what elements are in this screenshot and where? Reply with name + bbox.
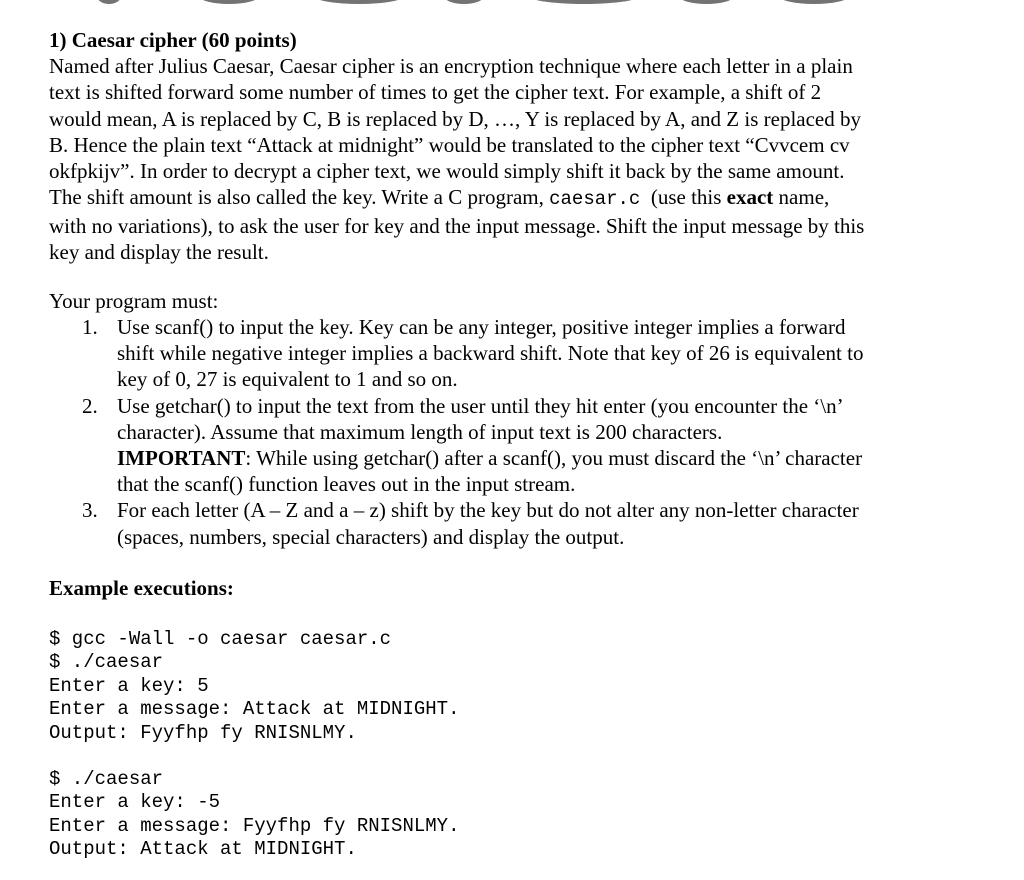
- requirement-line: Use scanf() to input the key. Key can be any integer, positive integer implies a forward: [117, 315, 846, 339]
- section-heading: 1) Caesar cipher (60 points): [49, 28, 297, 52]
- description-line: Named after Julius Caesar, Caesar cipher is an encryption technique where each letter in a plain: [49, 54, 853, 78]
- description-line: key and display the result.: [49, 240, 269, 265]
- example-execution-1: [49, 628, 459, 745]
- terminal-line: Output: Attack at MIDNIGHT.: [49, 838, 357, 861]
- cropped-text-fragment: [49, 0, 1009, 10]
- requirement-item: [49, 314, 949, 393]
- terminal-line: Enter a key: 5: [49, 674, 209, 697]
- requirement-line: [117, 445, 949, 471]
- requirements-list: [49, 314, 949, 550]
- example-execution-2: [49, 768, 459, 862]
- description-line: text is shifted forward some number of times to get the cipher text. For example, a shift of 2: [49, 80, 822, 105]
- terminal-line: $ gcc -Wall -o caesar caesar.c: [49, 628, 392, 650]
- requirements-heading: Your program must:: [49, 289, 219, 313]
- terminal-line: Enter a key: -5: [49, 791, 221, 814]
- important-label: IMPORTANT: [117, 446, 246, 471]
- description-text: The shift amount is also called the key. Write a C program,: [49, 185, 544, 210]
- requirement-item: [49, 497, 949, 549]
- description-line: with no variations), to ask the user for key and the input message. Shift the input message by this: [49, 213, 865, 238]
- description-line: [49, 184, 949, 212]
- terminal-line: Output: Fyyfhp fy RNISNLMY.: [49, 721, 357, 744]
- terminal-line: $ ./caesar: [49, 768, 164, 790]
- examples-heading: Example executions:: [49, 576, 234, 600]
- terminal-line: Enter a message: Attack at MIDNIGHT.: [49, 698, 460, 721]
- important-text: : While using getchar() after a scanf(), you must discard the ‘\n’ character: [245, 446, 863, 471]
- requirement-line: that the scanf() function leaves out in the input stream.: [117, 472, 576, 497]
- requirement-number: 3.: [82, 498, 98, 523]
- terminal-line: Enter a message: Fyyfhp fy RNISNLMY.: [49, 814, 460, 837]
- requirement-line: shift while negative integer implies a backward shift. Note that key of 26 is equivalent to: [117, 341, 864, 366]
- requirement-item: [49, 393, 949, 498]
- document-page: [49, 0, 1009, 880]
- description-line: would mean, A is replaced by C, B is replaced by D, …, Y is replaced by A, and Z is replaced by: [49, 106, 861, 131]
- terminal-line: $ ./caesar: [49, 651, 164, 674]
- description-line: B. Hence the plain text “Attack at midnight” would be translated to the cipher text “Cvvcem cv: [49, 132, 850, 157]
- requirement-number: 2.: [82, 393, 98, 418]
- requirement-number: 1.: [82, 315, 98, 339]
- description-line: okfpkijv”. In order to decrypt a cipher text, we would simply shift it back by the same amount.: [49, 159, 845, 184]
- emphasis-exact: exact: [726, 185, 774, 210]
- requirement-line: (spaces, numbers, special characters) and display the output.: [117, 524, 625, 549]
- description-paragraph: [49, 53, 949, 265]
- requirement-line: character). Assume that maximum length of input text is 200 characters.: [117, 419, 723, 444]
- requirement-line: For each letter (A – Z and a – z) shift by the key but do not alter any non-letter character: [117, 498, 859, 523]
- filename-code: caesar.c: [549, 188, 641, 211]
- description-text: name,: [778, 185, 830, 210]
- description-text: (use this: [650, 185, 722, 210]
- requirement-line: key of 0, 27 is equivalent to 1 and so on.: [117, 367, 458, 392]
- requirement-line: Use getchar() to input the text from the user until they hit enter (you encounter the ‘\n’: [117, 393, 844, 418]
